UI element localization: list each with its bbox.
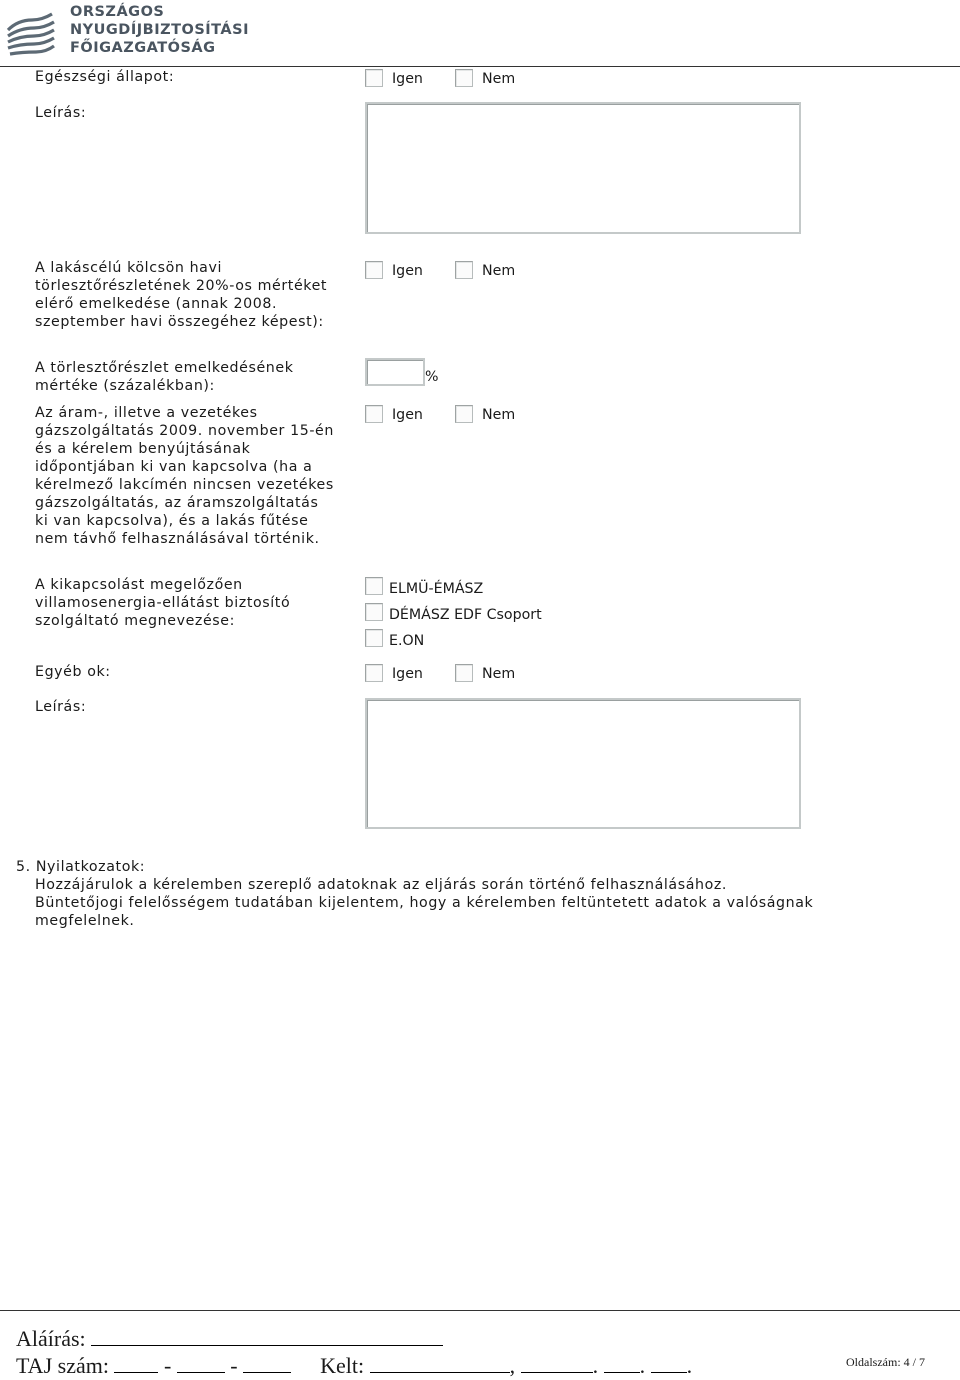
signature-blank[interactable]	[91, 1325, 443, 1346]
installment-percent-label: A törlesztőrészlet emelkedésének mértéke (százalékban):	[35, 360, 294, 394]
org-name-line3: FŐIGAZGATÓSÁG	[70, 40, 216, 56]
health-yes-label: Igen	[392, 71, 423, 87]
provider-demasz-label: DÉMÁSZ EDF Csoport	[389, 607, 542, 623]
other-description-label: Leírás:	[35, 699, 87, 715]
utility-no-checkbox[interactable]	[455, 405, 473, 423]
page-number	[846, 1355, 925, 1369]
header-divider	[0, 66, 960, 67]
loan-yes-checkbox[interactable]	[365, 261, 383, 279]
other-description-field[interactable]	[365, 698, 801, 829]
health-description-field[interactable]	[365, 102, 801, 234]
provider-label: A kikapcsolást megelőzően villamosenergia-ellátást biztosító szolgáltató megnevezése:	[35, 577, 291, 629]
taj-blank-3[interactable]	[243, 1352, 291, 1373]
footer-divider	[0, 1310, 960, 1311]
org-name-line2: NYUGDÍJBIZTOSÍTÁSI	[70, 22, 249, 38]
logo-icon	[6, 6, 56, 56]
health-description-label: Leírás:	[35, 105, 87, 121]
utility-yes-label: Igen	[392, 407, 423, 423]
signature-line	[16, 1325, 443, 1352]
provider-demasz-checkbox[interactable]	[365, 603, 383, 621]
other-no-checkbox[interactable]	[455, 664, 473, 682]
date-place-blank[interactable]	[370, 1352, 510, 1373]
loan-no-label: Nem	[482, 263, 516, 279]
loan-increase-label: A lakáscélú kölcsön havi törlesztőrészletének 20%-os mértéket elérő emelkedése (annak 2008. szeptember havi összegéhez képest):	[35, 260, 328, 330]
installment-percent-field[interactable]	[365, 358, 425, 386]
declaration-liability-end: megfelelnek.	[35, 913, 135, 929]
utility-no-label: Nem	[482, 407, 516, 423]
date-month-blank[interactable]	[604, 1352, 640, 1373]
other-no-label: Nem	[482, 666, 516, 682]
health-no-checkbox[interactable]	[455, 69, 473, 87]
taj-blank-2[interactable]	[177, 1352, 225, 1373]
date-label: Kelt:	[320, 1353, 365, 1378]
loan-yes-label: Igen	[392, 263, 423, 279]
health-label: Egészségi állapot:	[35, 69, 175, 85]
taj-date-line: TAJ szám: - - Kelt: , . . .	[16, 1353, 693, 1378]
declaration-liability: Büntetőjogi felelősségem tudatában kijelentem, hogy a kérelemben feltüntetett adatok a valóságnak	[35, 895, 814, 911]
other-reason-label: Egyéb ok:	[35, 664, 111, 680]
taj-blank-1[interactable]	[114, 1352, 158, 1373]
declaration-consent: Hozzájárulok a kérelemben szereplő adatoknak az eljárás során történő felhasználásához.	[35, 877, 728, 893]
utility-disconnection-label: Az áram-, illetve a vezetékes gázszolgáltatás 2009. november 15-én és a kérelem benyújtásának időpontjában ki van kapcsolva (ha a kérelmező lakcímén nincsen vezetékes gázszolgáltatás, az áramszolgáltatás ki van kapcsolva), és a lakás fűtése nem távhő felhasználásával történik.	[35, 405, 334, 547]
loan-no-checkbox[interactable]	[455, 261, 473, 279]
date-year-blank[interactable]	[521, 1352, 593, 1373]
provider-eon-checkbox[interactable]	[365, 629, 383, 647]
provider-eon-label: E.ON	[389, 633, 425, 649]
provider-elmu-emasz-checkbox[interactable]	[365, 577, 383, 595]
date-day-blank[interactable]	[651, 1352, 687, 1373]
page-number-label: Oldalszám:	[846, 1355, 901, 1369]
percent-unit-label: %	[425, 369, 439, 385]
health-yes-checkbox[interactable]	[365, 69, 383, 87]
page-number-value: 4 / 7	[903, 1355, 925, 1369]
org-name-line1: ORSZÁGOS	[70, 4, 165, 20]
other-yes-checkbox[interactable]	[365, 664, 383, 682]
signature-label: Aláírás:	[16, 1326, 86, 1351]
taj-label: TAJ szám:	[16, 1353, 109, 1378]
provider-elmu-emasz-label: ELMÜ-ÉMÁSZ	[389, 581, 484, 597]
health-no-label: Nem	[482, 71, 516, 87]
other-yes-label: Igen	[392, 666, 423, 682]
utility-yes-checkbox[interactable]	[365, 405, 383, 423]
declarations-heading: 5. Nyilatkozatok:	[16, 859, 146, 875]
